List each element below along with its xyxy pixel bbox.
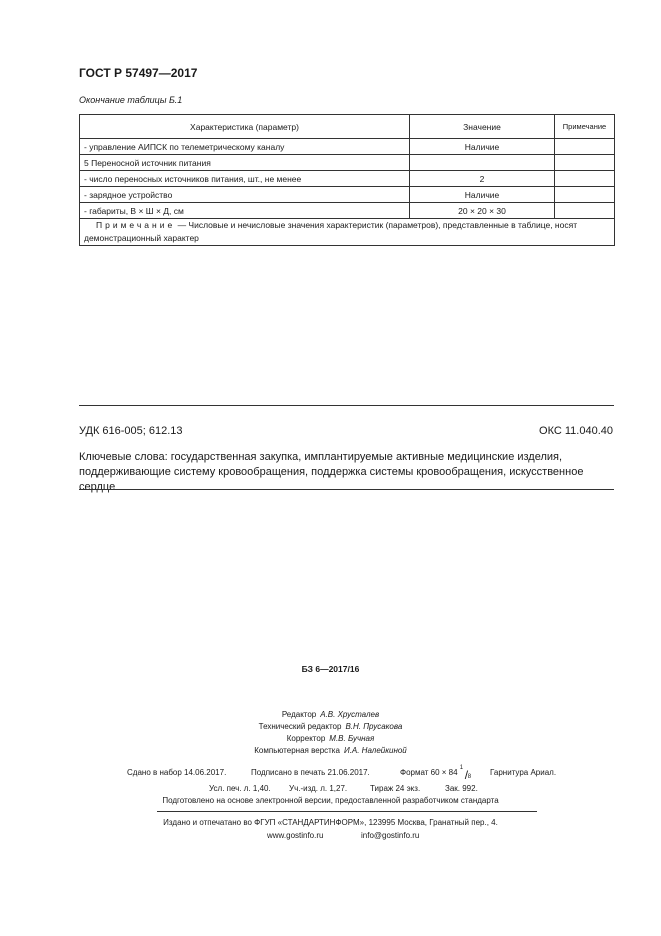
table-header-row (80, 115, 615, 139)
divider-line (79, 489, 614, 490)
sent-date: Сдано в набор 14.06.2017. (127, 768, 227, 777)
credit-name: В.Н. Прусакова (345, 722, 403, 731)
publisher-address: Издано и отпечатано во ФГУП «СТАНДАРТИНФОРМ», 123995 Москва, Гранатный пер., 4. (163, 818, 498, 827)
table-note-row (80, 219, 615, 246)
note-label: Примечание (96, 220, 176, 230)
column-header-value: Значение (410, 115, 555, 139)
cell-value: Наличие (410, 139, 555, 155)
table-row (80, 187, 615, 203)
cell-characteristic: - управление АИПСК по телеметрическому каналу (80, 139, 410, 155)
note-text: — Числовые и нечисловые значения характеристик (параметров), представленные в таблице, носят демонстрационный характер (84, 220, 578, 243)
cell-value: Наличие (410, 187, 555, 203)
table-row (80, 171, 615, 187)
table-row (80, 139, 615, 155)
cell-characteristic: 5 Переносной источник питания (80, 155, 410, 171)
credit-name: М.В. Бучная (329, 734, 375, 743)
website-link[interactable]: www.gostinfo.ru (267, 831, 324, 840)
publishing-sheets: Уч.-изд. л. 1,27. (289, 784, 348, 793)
format-fraction: 1 / 8 (459, 765, 472, 782)
format (400, 765, 472, 782)
divider-line (157, 811, 537, 812)
print-sheets: Усл. печ. л. 1,40. (209, 784, 271, 793)
table-continuation-caption: Окончание таблицы Б.1 (79, 95, 183, 105)
print-run: Тираж 24 экз. (370, 784, 421, 793)
cell-note (555, 187, 615, 203)
keywords: Ключевые слова: государственная закупка, имплантируемые активные медицинские изделия, поддерживающие систему кровообращения, поддержка системы кровообращения, искусственное сердце (79, 451, 584, 493)
document-code: ГОСТ Р 57497—2017 (79, 66, 198, 80)
signed-date: Подписано в печать 21.06.2017. (251, 768, 370, 777)
credit-role: Корректор (286, 734, 326, 743)
cell-value (410, 155, 555, 171)
order-number: Зак. 992. (445, 784, 478, 793)
format-label: Формат 60 × 84 (400, 768, 458, 778)
table-note (80, 219, 615, 246)
cell-characteristic: - число переносных источников питания, шт., не менее (80, 171, 410, 187)
specification-table (79, 114, 615, 246)
format-denominator: 8 (467, 774, 472, 780)
table-row (80, 203, 615, 219)
column-header-characteristic: Характеристика (параметр) (80, 115, 410, 139)
cell-characteristic: - габариты, В × Ш × Д, см (80, 203, 410, 219)
email-link[interactable]: info@gostinfo.ru (361, 831, 420, 840)
cell-note (555, 155, 615, 171)
credit-line (0, 710, 661, 719)
format-numerator: 1 (459, 765, 464, 771)
cell-value: 2 (410, 171, 555, 187)
prepared-note: Подготовлено на основе электронной версии, предоставленной разработчиком стандарта (162, 796, 499, 805)
cell-note (555, 171, 615, 187)
oks-code: ОКС 11.040.40 (539, 425, 613, 437)
divider-line (79, 405, 614, 406)
cell-characteristic: - зарядное устройство (80, 187, 410, 203)
credit-name: А.В. Хрусталев (320, 710, 380, 719)
cell-value: 20 × 20 × 30 (410, 203, 555, 219)
credit-role: Компьютерная верстка (254, 746, 340, 755)
credit-line (0, 722, 661, 731)
column-header-note: Примечание (555, 115, 615, 139)
credit-name: И.А. Налейкиной (343, 746, 407, 755)
bz-number: БЗ 6—2017/16 (301, 664, 360, 674)
table-row (80, 155, 615, 171)
typeface: Гарнитура Ариал. (490, 768, 557, 777)
credit-role: Редактор (281, 710, 317, 719)
credit-line (0, 734, 661, 743)
credit-line (0, 746, 661, 755)
cell-note (555, 139, 615, 155)
credit-role: Технический редактор (258, 722, 342, 731)
udk-code: УДК 616-005; 612.13 (79, 425, 183, 437)
cell-note (555, 203, 615, 219)
